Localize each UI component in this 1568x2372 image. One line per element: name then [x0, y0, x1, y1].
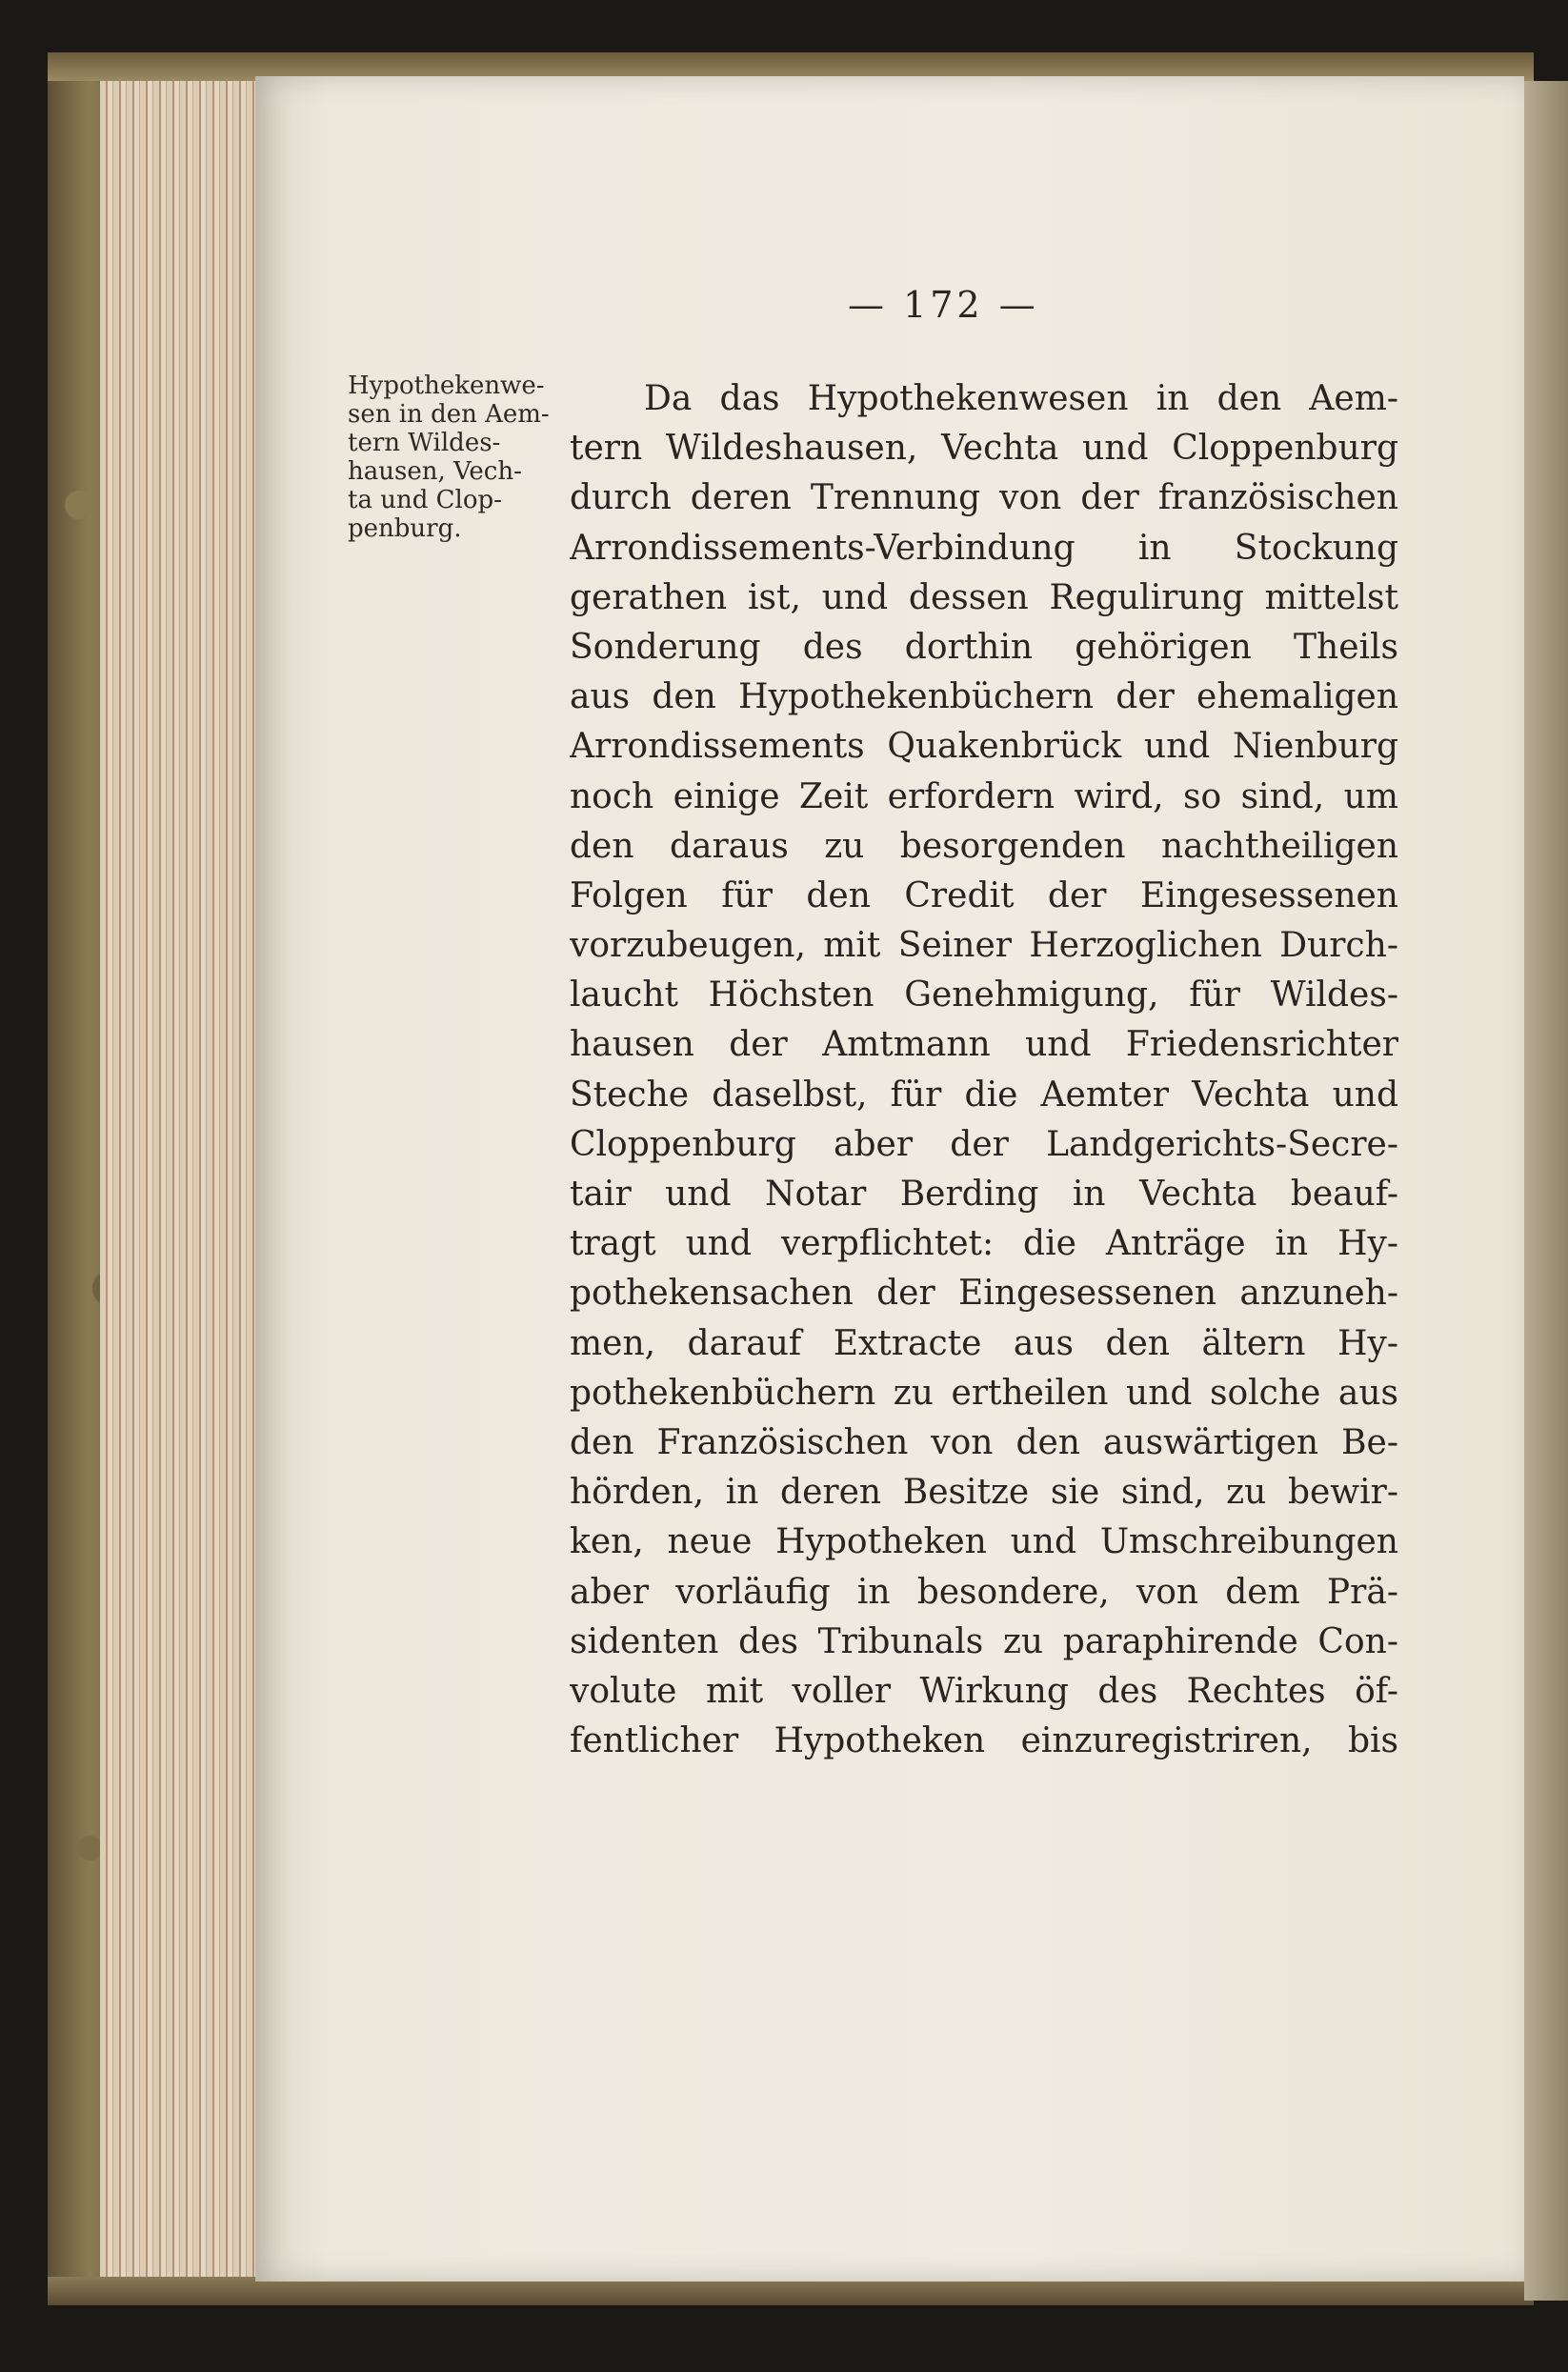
page-number: — 172 — [848, 284, 1039, 326]
text-line: durch deren Trennung von der französischen [570, 478, 1398, 518]
text-line: aus den Hypothekenbüchern der ehemaligen [570, 677, 1398, 717]
text-line: laucht Höchsten Genehmigung, für Wildes- [570, 975, 1398, 1015]
text-line: men, darauf Extracte aus den ältern Hy- [570, 1323, 1398, 1363]
text-line: tragt und verpflichtet: die Anträge in Hy- [570, 1224, 1398, 1264]
text-line: hörden, in deren Besitze sie sind, zu bewir- [570, 1473, 1398, 1513]
text-line: gerathen ist, und dessen Regulirung mittelst [570, 577, 1398, 617]
text-line: tair und Notar Berding in Vechta beauf- [570, 1175, 1398, 1214]
text-line: ken, neue Hypotheken und Umschreibungen [570, 1522, 1398, 1562]
body-text [570, 374, 1398, 1766]
text-line: pothekenbüchern zu ertheilen und solche aus [570, 1373, 1398, 1413]
margin-note-line: Hypothekenwe- [348, 372, 545, 400]
page-edges [100, 81, 262, 2277]
text-line: noch einige Zeit erfordern wird, so sind, um [570, 776, 1398, 816]
margin-note-line: hausen, Vech- [348, 457, 522, 486]
text-line: Folgen für den Credit der Eingesessenen [570, 875, 1398, 915]
text-line: Da das Hypothekenwesen in den Aem- [644, 379, 1398, 418]
text-line: pothekensachen der Eingesessenen anzuneh- [570, 1274, 1398, 1314]
text-line: volute mit voller Wirkung des Rechtes öf- [570, 1671, 1398, 1711]
text-line: vorzubeugen, mit Seiner Herzoglichen Durch- [570, 926, 1398, 966]
text-line: den Französischen von den auswärtigen Be- [570, 1422, 1398, 1462]
text-line: Steche daselbst, für die Aemter Vechta und [570, 1075, 1398, 1115]
margin-note [348, 372, 572, 543]
text-line: aber vorläufig in besondere, von dem Prä- [570, 1572, 1398, 1612]
margin-note-line: tern Wildes- [348, 429, 501, 457]
text-line: Arrondissements Quakenbrück und Nienburg [570, 727, 1398, 767]
page-right-edge [1524, 81, 1568, 2301]
text-line: sidenten des Tribunals zu paraphirende Con- [570, 1621, 1398, 1661]
text-line: den daraus zu besorgenden nachtheiligen [570, 826, 1398, 866]
text-line: tern Wildeshausen, Vechta und Cloppenburg [570, 429, 1398, 469]
text-line: Sonderung des dorthin gehörigen Theils [570, 627, 1398, 667]
margin-note-line: penburg. [348, 514, 462, 543]
text-line: fentlicher Hypotheken einzuregistriren, bis [570, 1721, 1398, 1761]
text-line: Arrondissements-Verbindung in Stockung [570, 528, 1398, 568]
margin-note-line: sen in den Aem- [348, 400, 550, 429]
margin-note-line: ta und Clop- [348, 486, 502, 514]
text-line: Cloppenburg aber der Landgerichts-Secre- [570, 1124, 1398, 1164]
text-line: hausen der Amtmann und Friedensrichter [570, 1025, 1398, 1065]
